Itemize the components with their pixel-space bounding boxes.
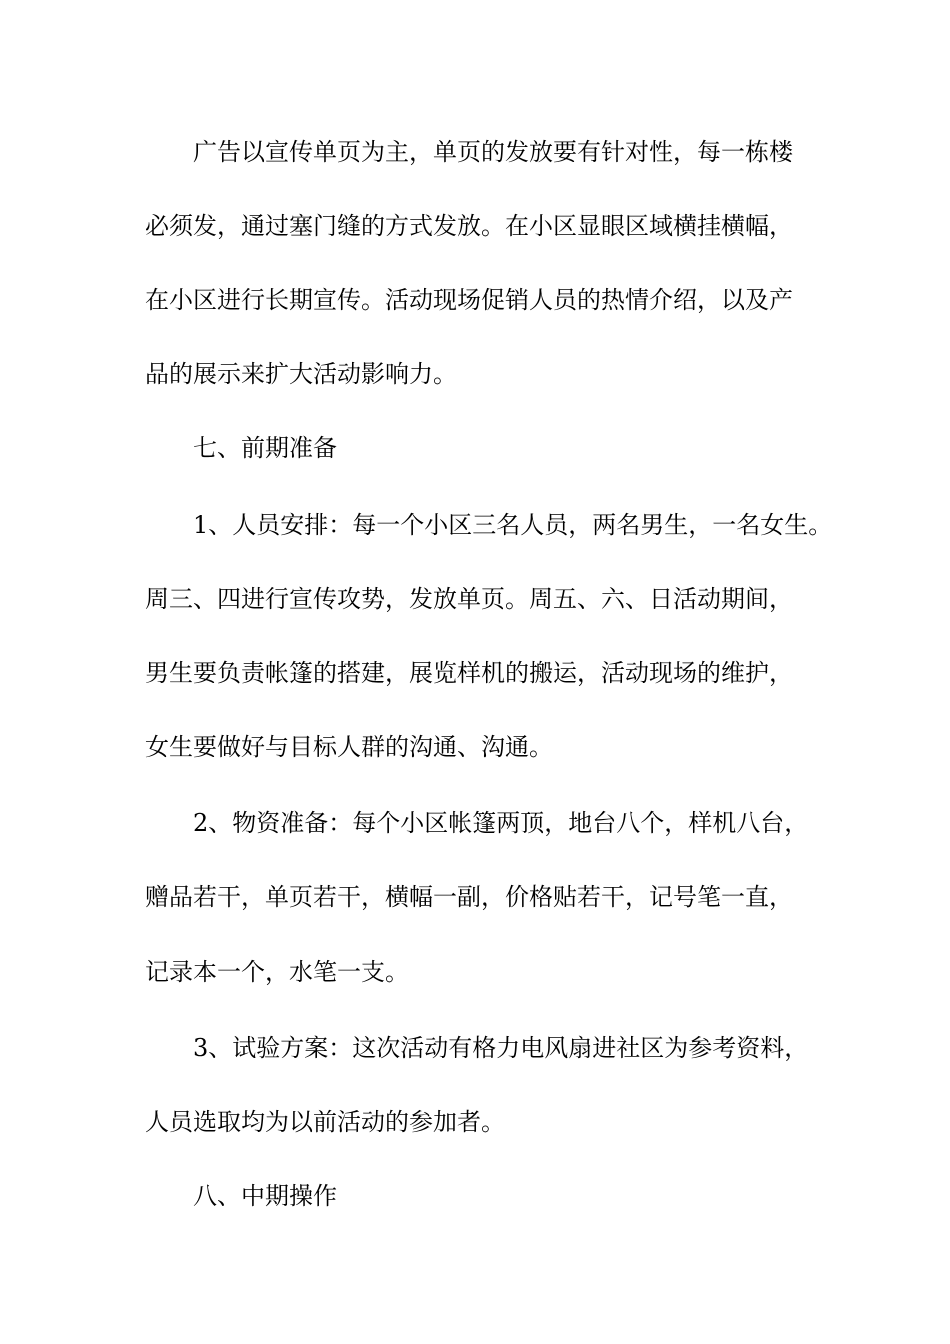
paragraph-line: 1、人员安排：每一个小区三名人员，两名男生，一名女生。: [193, 511, 833, 539]
paragraph-line: 必须发，通过塞门缝的方式发放。在小区显眼区域横挂横幅，: [145, 212, 793, 240]
section-heading: 八、中期操作: [193, 1182, 337, 1210]
paragraph-line: 人员选取均为以前活动的参加者。: [145, 1108, 505, 1136]
paragraph-line: 在小区进行长期宣传。活动现场促销人员的热情介绍，以及产: [145, 286, 793, 314]
paragraph-line: 赠品若干，单页若干，横幅一副，价格贴若干，记号笔一直，: [145, 883, 793, 911]
paragraph-line: 3、试验方案：这次活动有格力电风扇进社区为参考资料，: [193, 1034, 809, 1062]
paragraph-line: 男生要负责帐篷的搭建，展览样机的搬运，活动现场的维护，: [145, 659, 793, 687]
paragraph-line: 品的展示来扩大活动影响力。: [145, 360, 457, 388]
paragraph-line: 周三、四进行宣传攻势，发放单页。周五、六、日活动期间，: [145, 585, 793, 613]
paragraph-line: 女生要做好与目标人群的沟通、沟通。: [145, 733, 553, 761]
paragraph-line: 广告以宣传单页为主，单页的发放要有针对性，每一栋楼: [193, 138, 793, 166]
section-heading: 七、前期准备: [193, 434, 337, 462]
paragraph-line: 记录本一个，水笔一支。: [145, 958, 409, 986]
paragraph-line: 2、物资准备：每个小区帐篷两顶，地台八个，样机八台，: [193, 809, 809, 837]
